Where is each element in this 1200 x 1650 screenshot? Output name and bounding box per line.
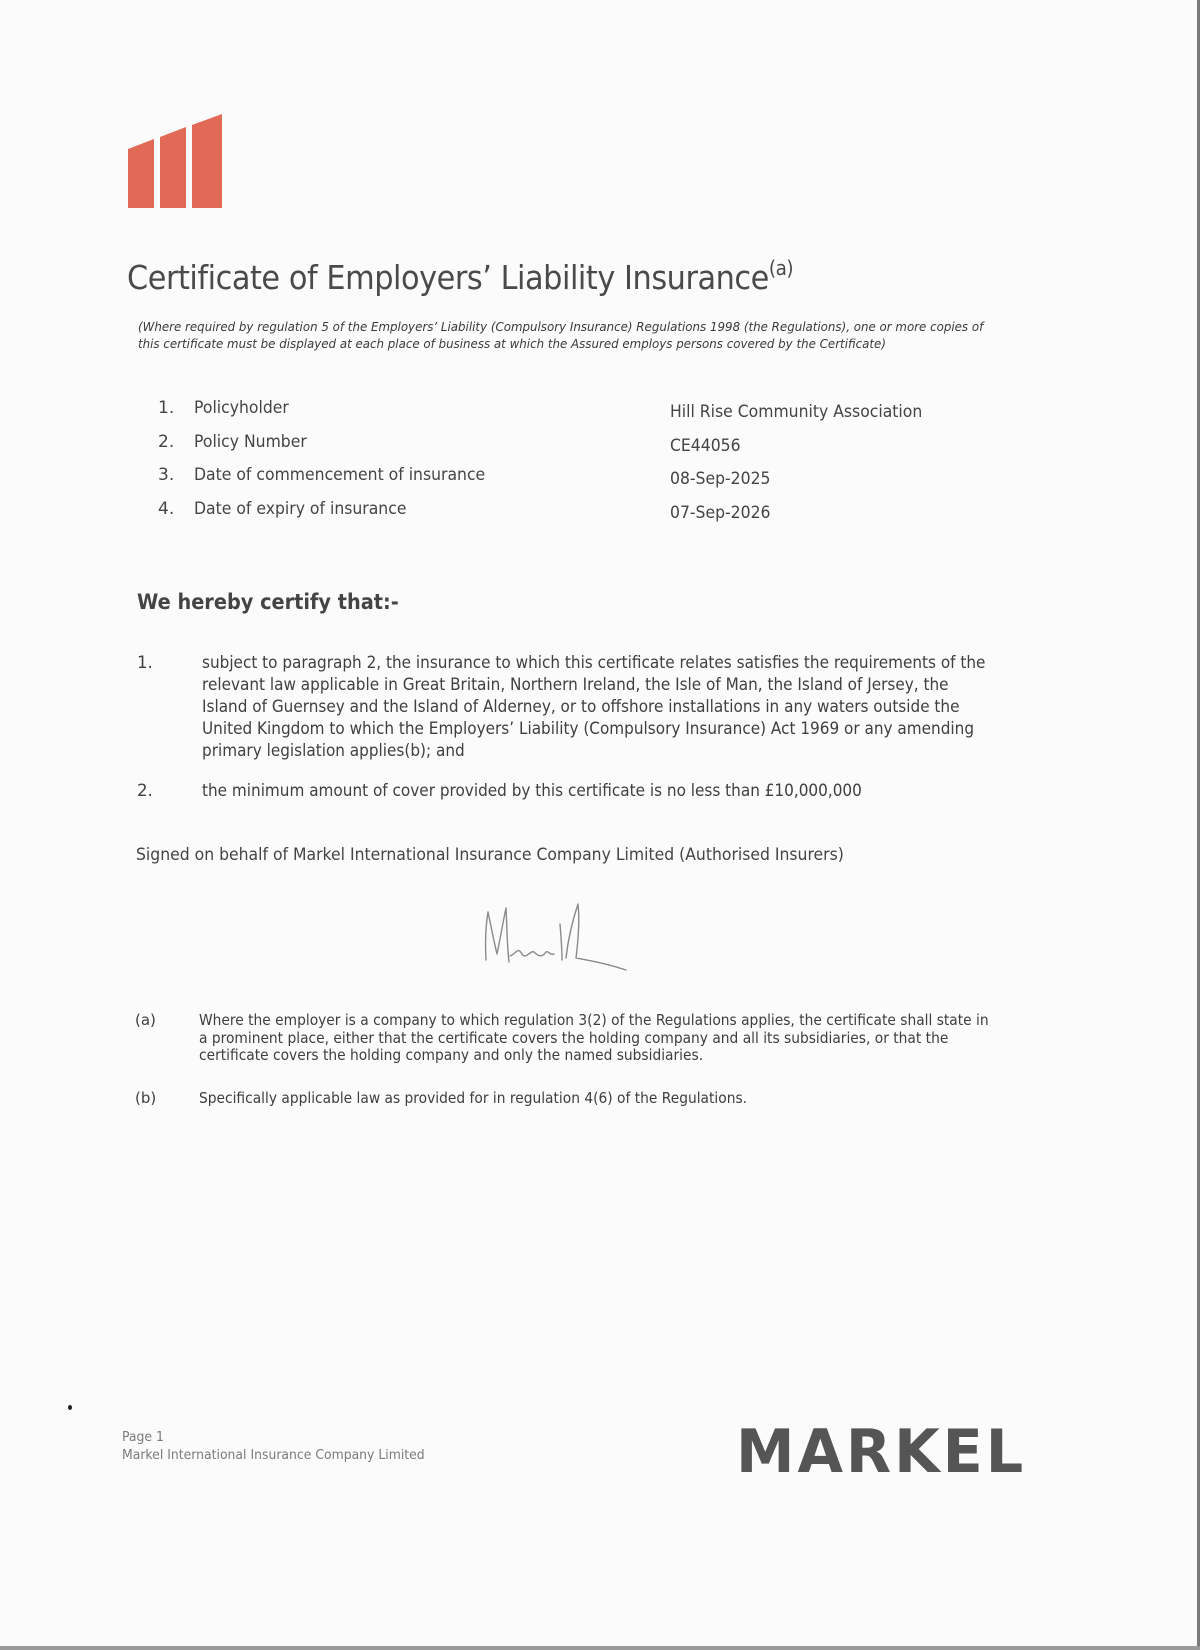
- logo-bar-3: [192, 114, 222, 208]
- signed-on-behalf-line: Signed on behalf of Markel International Insurance Company Limited (Authorised Insurers): [136, 845, 844, 865]
- logo-bar-1: [128, 139, 154, 208]
- detail-label: Date of commencement of insurance: [194, 465, 486, 485]
- certify-heading: We hereby certify that:-: [137, 590, 399, 614]
- footer-company: Markel International Insurance Company Limited: [122, 1447, 425, 1463]
- detail-number: 3.: [158, 465, 175, 485]
- footnote-text: Specifically applicable law as provided for in regulation 4(6) of the Regulations.: [199, 1089, 748, 1107]
- footnote-text: Where the employer is a company to which regulation 3(2) of the Regulations applies, the certificate shall state in a prominent place, either that the certificate covers the holding company and all its subsidiaries, or that the certificate covers the holding company and only the named subsidiaries.: [199, 1011, 989, 1064]
- signature-stroke-tick: [560, 924, 562, 960]
- page-number: Page 1: [122, 1429, 164, 1445]
- certificate-title: [127, 256, 793, 297]
- page-footer: [122, 1428, 425, 1464]
- signature-stroke-m: [486, 908, 509, 962]
- detail-label: Date of expiry of insurance: [194, 498, 407, 519]
- clause-text: subject to paragraph 2, the insurance to which this certificate relates satisfies the requirements of the relevant law applicable in Great Britain, Northern Ireland, the Isle of Man, the Island of Jersey, the Island of Guernsey and the Island of Alderney, or to offshore installations in any waters outside the United Kingdom to which the Employers’ Liability (Compulsory Insurance) Act 1969 or any amending primary legislation applies(b); and: [202, 653, 986, 760]
- scan-speck: [68, 1405, 72, 1410]
- detail-label: Policyholder: [194, 398, 289, 418]
- detail-label: Policy Number: [194, 431, 307, 452]
- markel-logo-icon: [128, 114, 224, 210]
- clause-number: 1.: [137, 653, 153, 672]
- detail-row-policyholder: [158, 398, 958, 432]
- footnote-mark: (a): [135, 1011, 156, 1029]
- detail-value: CE44056: [670, 435, 741, 456]
- detail-value: 07-Sep-2026: [670, 502, 771, 523]
- title-superscript: (a): [768, 256, 794, 280]
- detail-number: 2.: [158, 431, 175, 452]
- signature-image: [482, 902, 632, 974]
- signature-stroke-tail: [566, 904, 626, 970]
- detail-row-expiry: [158, 499, 958, 533]
- detail-row-policy-number: [158, 432, 958, 466]
- certificate-subtitle: (Where required by regulation 5 of the Employers’ Liability (Compulsory Insurance) Regulations 1998 (the Regulations), one or more copies of this certificate must be displayed at each place of business at which the Assured employs persons covered by the Certificate): [138, 319, 984, 351]
- detail-row-commencement: [158, 465, 958, 499]
- signature-stroke-arkel: [510, 951, 554, 956]
- policy-details: [158, 398, 958, 532]
- detail-value: 08-Sep-2025: [670, 469, 771, 489]
- footnote-mark: (b): [135, 1089, 157, 1107]
- title-text: Certificate of Employers’ Liability Insurance: [127, 258, 769, 297]
- clause-number: 2.: [137, 781, 153, 800]
- logo-bar-2: [160, 127, 186, 208]
- clause-text: the minimum amount of cover provided by this certificate is no less than £10,000,000: [202, 781, 862, 800]
- detail-number: 4.: [158, 498, 175, 519]
- detail-number: 1.: [158, 398, 175, 418]
- markel-wordmark-logo: MARKEL: [736, 1417, 1027, 1487]
- scan-bottom-edge: [0, 1646, 1200, 1650]
- detail-value: Hill Rise Community Association: [670, 402, 923, 422]
